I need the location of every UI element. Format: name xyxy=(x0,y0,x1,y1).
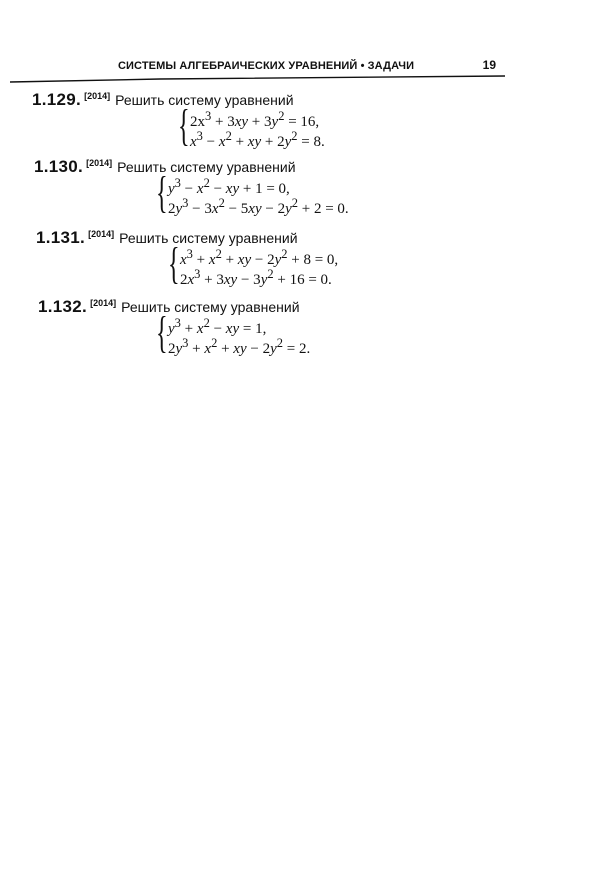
page-number: 19 xyxy=(482,58,496,72)
left-brace: { xyxy=(168,239,180,288)
problem-statement: Решить систему уравнений xyxy=(115,92,294,108)
problem-statement: Решить систему уравнений xyxy=(117,159,296,175)
problem-number: 1.132. xyxy=(38,297,88,316)
equation-1: $2x^3 + 3xy + 3y^2 = 16$, xyxy=(190,109,320,130)
equation-2: $2y^3 - 3x^2 - 5xy - 2y^2 + 2 = 0$. xyxy=(168,196,349,217)
equation-2: $2y^3 + x^2$ + xy − $2y^2 = 2$. xyxy=(168,336,311,357)
problem-heading xyxy=(32,90,294,110)
problem-number: 1.130. xyxy=(34,157,84,176)
problem-number: 1.129. xyxy=(32,90,82,109)
problem-year: [2014] xyxy=(84,91,111,101)
problem-statement: Решить систему уравнений xyxy=(121,299,300,315)
problem-year: [2014] xyxy=(88,229,115,239)
problem-heading xyxy=(36,228,298,248)
equation-1: $y^3 - x^2$ − xy + 1 = 0, xyxy=(168,176,290,197)
left-brace: { xyxy=(156,168,168,217)
equation-2: $x^3 - x^2$ + xy + $2y^2 = 8$. xyxy=(190,129,325,150)
problem-statement: Решить систему уравнений xyxy=(119,230,298,246)
equation-2: $2x^3 + 3xy - 3y^2 + 16 = 0$. xyxy=(180,267,332,288)
equation-1: $x^3 + x^2$ + xy − $2y^2 + 8 = 0$, xyxy=(180,247,339,268)
running-title: СИСТЕМЫ АЛГЕБРАИЧЕСКИХ УРАВНЕНИЙ • ЗАДАЧИ xyxy=(118,60,415,72)
problem-number: 1.131. xyxy=(36,228,86,247)
problem-year: [2014] xyxy=(86,158,113,168)
equation-1: $y^3 + x^2$ − xy = 1, xyxy=(168,316,267,337)
problem-heading xyxy=(38,297,300,317)
problem-year: [2014] xyxy=(90,298,117,308)
running-header xyxy=(10,58,500,82)
left-brace: { xyxy=(156,308,168,357)
left-brace: { xyxy=(178,101,190,150)
header-rule xyxy=(10,75,510,83)
